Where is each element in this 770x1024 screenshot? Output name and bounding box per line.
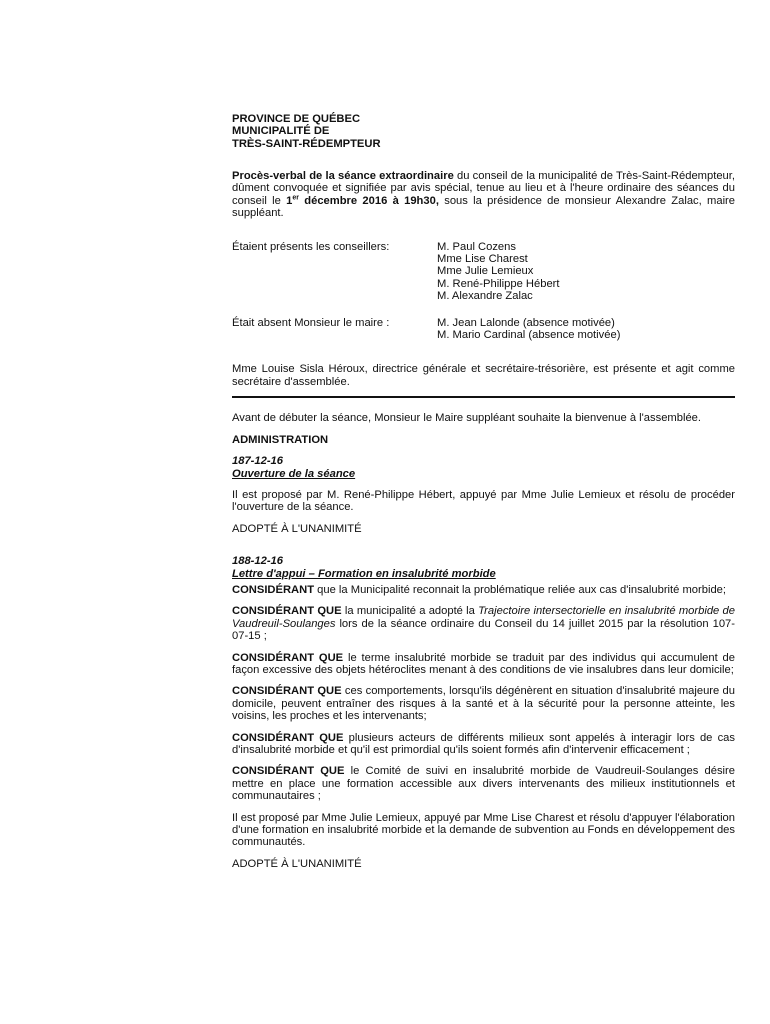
absent-names — [437, 317, 620, 342]
considerant-keyword: CONSIDÉRANT QUE — [232, 765, 345, 778]
present-block — [232, 241, 735, 303]
intro-bold: Procès-verbal de la séance extraordinaire — [232, 170, 454, 182]
considerant-text: que la Municipalité reconnait la problématique reliée aux cas d'insalubrité morbide; — [314, 583, 727, 596]
present-name: Mme Julie Lemieux — [437, 265, 534, 278]
resolution-187 — [232, 455, 735, 535]
resolution-number: 187-12-16 — [232, 455, 284, 468]
present-name: M. Paul Cozens — [437, 240, 516, 253]
considerant-keyword: CONSIDÉRANT QUE — [232, 651, 344, 664]
resolution-title: Ouverture de la séance — [232, 467, 356, 480]
present-name: M. René-Philippe Hébert — [437, 277, 560, 290]
considerant-2 — [232, 605, 735, 642]
intro-paragraph — [232, 170, 735, 220]
municipality-line: MUNICIPALITÉ DE — [232, 125, 330, 138]
resolution-number: 188-12-16 — [232, 555, 284, 568]
intro-date-sup: er — [292, 194, 299, 202]
considerant-3 — [232, 652, 735, 677]
present-names — [437, 241, 560, 303]
resolution-title: Lettre d'appui – Formation en insalubrité morbide — [232, 567, 496, 580]
considerant-keyword: CONSIDÉRANT QUE — [232, 605, 342, 618]
considerant-keyword: CONSIDÉRANT QUE — [232, 731, 344, 744]
present-label: Étaient présents les conseillers: — [232, 240, 390, 253]
intro-text-2: sous la présidence de monsieur Alexandre Zalac, maire suppléant. — [232, 194, 736, 220]
resolution-text: Il est proposé par M. René-Philippe Hébert, appuyé par Mme Julie Lemieux et résolu de procéder l'ouverture de la séance. — [232, 488, 735, 514]
considerant-text: le terme insalubrité morbide se traduit par des individus qui accumulent de façon excessive des objets hétéroclites menant à des conditions de vie insalubres dans leur domicile; — [232, 651, 735, 676]
considerant-keyword: CONSIDÉRANT — [232, 583, 315, 596]
intro-date-day: 1 — [286, 194, 293, 207]
letterhead — [232, 113, 735, 150]
province-line: PROVINCE DE QUÉBEC — [232, 113, 361, 125]
absent-name: M. Mario Cardinal (absence motivée) — [437, 329, 621, 342]
secretary-paragraph: Mme Louise Sisla Héroux, directrice générale et secrétaire-trésorière, est présente et agit comme secrétaire d'assemblée. — [232, 363, 735, 388]
welcome-paragraph: Avant de débuter la séance, Monsieur le Maire suppléant souhaite la bienvenue à l'assemblée. — [232, 412, 701, 425]
considerant-text: lors de la séance ordinaire du Conseil du 14 juillet 2015 par la résolution 107-07-15 ; — [232, 617, 735, 643]
resolution-188 — [232, 555, 735, 870]
absent-label: Était absent Monsieur le maire : — [232, 316, 390, 329]
considerant-keyword: CONSIDÉRANT QUE — [232, 685, 342, 698]
section-title: ADMINISTRATION — [232, 433, 329, 446]
considerant-4 — [232, 685, 735, 722]
adopted-label: ADOPTÉ À L'UNANIMITÉ — [232, 522, 362, 535]
considerant-text: ces comportements, lorsqu'ils dégénèrent en situation d'insalubrité majeure du domicile, peuvent entraîner des risques à la santé et à la sécurité pour la personne atteinte, les voisins, les proches et les intervenants; — [232, 685, 735, 723]
document-body — [232, 113, 735, 870]
absent-block — [232, 317, 735, 342]
present-name: Mme Lise Charest — [437, 253, 528, 266]
intro-date — [286, 195, 439, 207]
intro-date-rest: décembre 2016 à 19h30, — [298, 194, 439, 207]
considerant-italic: Trajectoire intersectorielle en insalubrité morbide de Vaudreuil-Soulanges — [232, 605, 736, 630]
intro-text-1: du conseil de la municipalité de Très-Saint-Rédempteur, dûment convoquée et signifiée par avis spécial, tenue au lieu et à l'heure ordinaire des séances du conseil le — [232, 170, 735, 207]
considerant-6 — [232, 765, 735, 802]
present-name: M. Alexandre Zalac — [437, 290, 533, 303]
considerant-text: plusieurs acteurs de différents milieux sont appelés à interagir lors de cas d'insalubrité morbide et qu'il est primordial qu'ils soient formés afin d'intervenir efficacement ; — [232, 731, 735, 756]
resolution-text: Il est proposé par Mme Julie Lemieux, appuyé par Mme Lise Charest et résolu d'appuyer l'élaboration d'une formation en insalubrité morbide et la demande de subvention au Fonds en développement des communautés. — [232, 811, 736, 849]
considerant-1 — [232, 584, 735, 596]
absent-name: M. Jean Lalonde (absence motivée) — [437, 316, 615, 329]
considerant-5 — [232, 732, 735, 757]
considerant-text: le Comité de suivi en insalubrité morbide de Vaudreuil-Soulanges désire mettre en place une formation accessible aux divers intervenants des milieux institutionnels et communautaires ; — [232, 765, 735, 803]
section-divider — [232, 396, 735, 398]
considerant-text: la municipalité a adopté la — [341, 605, 479, 618]
municipality-name: TRÈS-SAINT-RÉDEMPTEUR — [232, 137, 381, 150]
adopted-label: ADOPTÉ À L'UNANIMITÉ — [232, 857, 362, 870]
